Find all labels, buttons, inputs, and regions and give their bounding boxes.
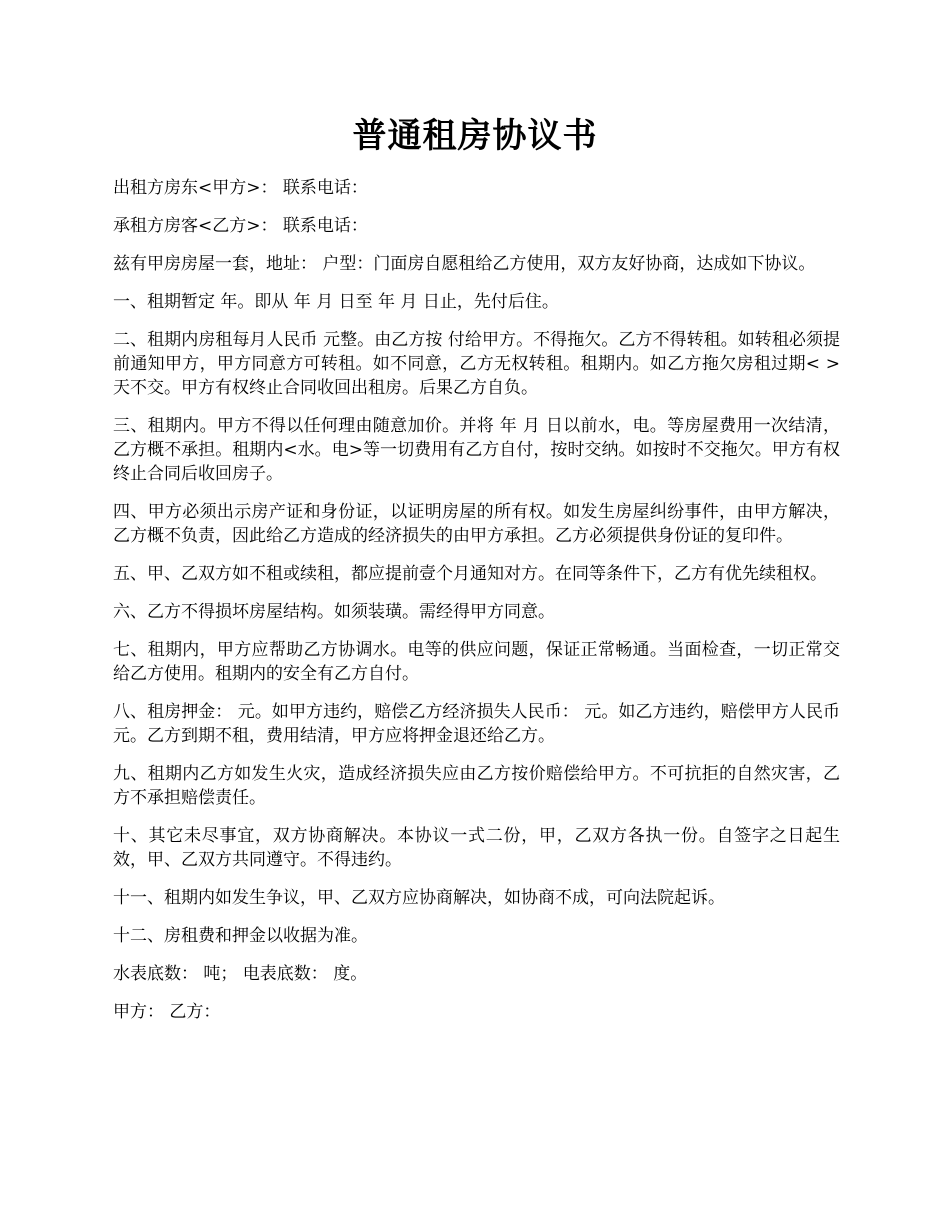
document-title: 普通租房协议书 [352, 116, 598, 156]
document-body [113, 176, 840, 1038]
clause-10: 十、其它未尽事宜，双方协商解决。本协议一式二份，甲，乙双方各执一份。自签字之日起生效，甲、乙双方共同遵守。不得违约。 [113, 826, 840, 870]
clause-5: 五、甲、乙双方如不租或续租，都应提前壹个月通知对方。在同等条件下，乙方有优先续租权。 [113, 564, 827, 584]
preamble-paragraph: 兹有甲房房屋一套，地址： 户型：门面房自愿租给乙方使用，双方友好协商，达成如下协议。 [113, 254, 816, 274]
clause-8: 八、租房押金： 元。如甲方违约，赔偿乙方经济损失人民币： 元。如乙方违约，赔偿甲方人民币 元。乙方到期不租，费用结清，甲方应将押金退还给乙方。 [113, 702, 840, 746]
clause-7: 七、租期内，甲方应帮助乙方协调水。电等的供应问题，保证正常畅通。当面检查，一切正常交给乙方使用。租期内的安全有乙方自付。 [113, 640, 840, 684]
clause-2: 二、租期内房租每月人民币 元整。由乙方按 付给甲方。不得拖欠。乙方不得转租。如转租必须提前通知甲方，甲方同意方可转租。如不同意，乙方无权转租。租期内。如乙方拖欠房租过期< >天不交。甲方有权终止合同收回出租房。后果乙方自负。 [113, 330, 840, 398]
clause-11: 十一、租期内如发生争议，甲、乙双方应协商解决，如协商不成，可向法院起诉。 [113, 888, 725, 908]
clause-3: 三、租期内。甲方不得以任何理由随意加价。并将 年 月 日以前水，电。等房屋费用一次结清，乙方概不承担。租期内<水。电>等一切费用有乙方自付，按时交纳。如按时不交拖欠。甲方有权终止合同后收回房子。 [113, 416, 840, 484]
clause-12: 十二、房租费和押金以收据为准。 [113, 926, 368, 946]
signature-line: 甲方： 乙方： [113, 1002, 221, 1022]
clause-6: 六、乙方不得损坏房屋结构。如须装璜。需经得甲方同意。 [113, 602, 555, 622]
clause-1: 一、租期暂定 年。即从 年 月 日至 年 月 日止，先付后住。 [113, 292, 559, 312]
tenant-line: 承租方房客<乙方>： 联系电话： [113, 216, 368, 236]
meter-readings-line: 水表底数： 吨； 电表底数： 度。 [113, 964, 368, 984]
clause-4: 四、甲方必须出示房产证和身份证，以证明房屋的所有权。如发生房屋纠纷事件，由甲方解决，乙方概不负责，因此给乙方造成的经济损失的由甲方承担。乙方必须提供身份证的复印件。 [113, 502, 840, 546]
clause-9: 九、租期内乙方如发生火灾，造成经济损失应由乙方按价赔偿给甲方。不可抗拒的自然灾害，乙方不承担赔偿责任。 [113, 764, 840, 808]
landlord-line: 出租方房东<甲方>： 联系电话： [113, 178, 368, 198]
